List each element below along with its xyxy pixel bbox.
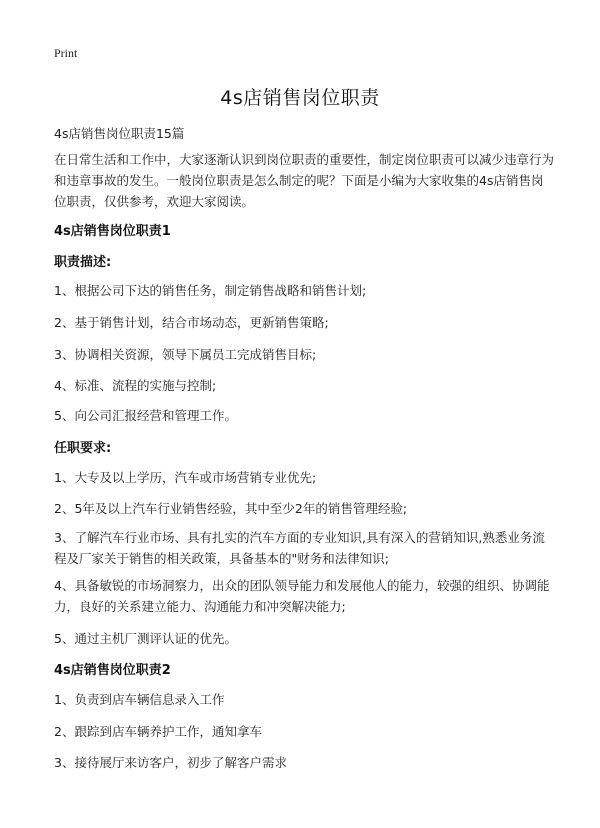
- section1-title: 4s店销售岗位职责1: [54, 224, 171, 239]
- duty-item: 1、根据公司下达的销售任务，制定销售战略和销售计划;: [54, 283, 367, 298]
- section2-item: 3、接待展厅来访客户，初步了解客户需求: [54, 755, 287, 770]
- intro-paragraph: 在日常生活和工作中，大家逐渐认识到岗位职责的重要性，制定岗位职责可以减少违章行为和违章事故的发生。一般岗位职责是怎么制定的呢？下面是小编为大家收集的4s店销售岗位职责，仅供参考，欢迎大家阅读。: [54, 152, 555, 209]
- duty-item: 2、基于销售计划，结合市场动态，更新销售策略;: [54, 315, 329, 330]
- section2-item: 2、跟踪到店车辆养护工作，通知拿车: [54, 724, 262, 739]
- requirement-item: 2、5年及以上汽车行业销售经验，其中至少2年的销售管理经验;: [54, 501, 408, 516]
- duty-item: 4、标准、流程的实施与控制;: [54, 378, 217, 393]
- duty-item: 3、协调相关资源，领导下属员工完成销售目标;: [54, 347, 317, 362]
- duty-item: 5、向公司汇报经营和管理工作。: [54, 408, 237, 423]
- document-subtitle: 4s店销售岗位职责15篇: [54, 126, 185, 141]
- requirement-item: 1、大专及以上学历，汽车或市场营销专业优先;: [54, 470, 317, 485]
- section2-item: 1、负责到店车辆信息录入工作: [54, 692, 225, 707]
- requirement-item: 4、具备敏锐的市场洞察力，出众的团队领导能力和发展他人的能力，较强的组织、协调能力，良好的关系建立能力、沟通能力和冲突解决能力;: [54, 578, 550, 614]
- duties-heading: 职责描述:: [54, 255, 112, 270]
- section2-title: 4s店销售岗位职责2: [54, 663, 171, 678]
- print-label: Print: [54, 46, 78, 60]
- requirement-item: 5、通过主机厂测评认证的优先。: [54, 631, 237, 646]
- document-title: 4s店销售岗位职责: [220, 87, 380, 109]
- requirement-item: 3、了解汽车行业市场、具有扎实的汽车方面的专业知识,具有深入的营销知识,熟悉业务流程及厂家关于销售的相关政策，具备基本的"财务和法律知识;: [54, 530, 545, 566]
- requirements-heading: 任职要求:: [54, 441, 112, 456]
